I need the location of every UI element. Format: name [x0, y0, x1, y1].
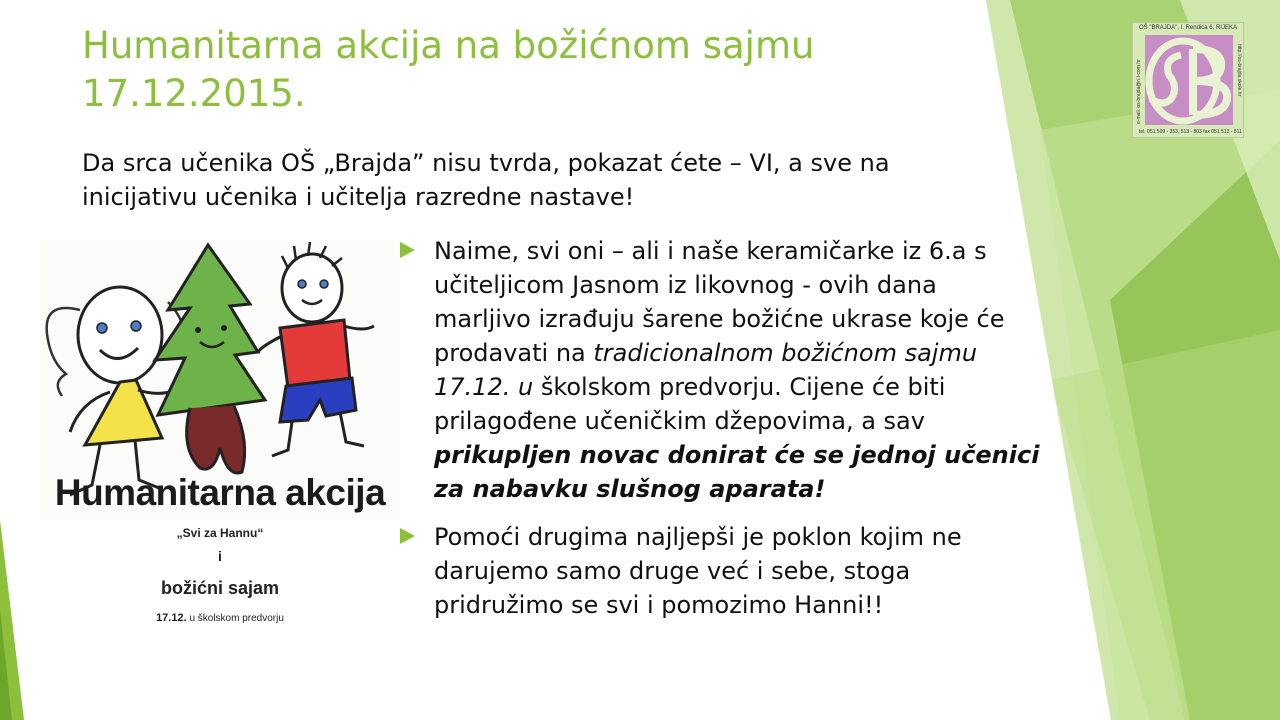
bullet-2-text: Pomoći drugima najljepši je poklon kojim ne darujemo samo druge već i sebe, stoga pridružimo se svi i pomozimo Hanni!! [434, 523, 962, 619]
bullet-arrow-icon [400, 528, 415, 544]
poster-date: 17.12. [156, 612, 187, 624]
poster-location: u školskom predvorju [189, 613, 284, 624]
bullet-item-2 [400, 520, 1040, 622]
poster-conjunction: i [218, 548, 222, 564]
poster-image [40, 240, 400, 632]
school-logo-emblem-icon [1133, 23, 1245, 139]
logo-bottom-text: tel. 051 509 - 353, 513 - 803 fax 051 513 - 811 [1139, 129, 1242, 135]
bullet-1-text-2: školskom predvorju. Cijene će biti prilagođene učeničkim džepovima, a sav [434, 373, 946, 435]
bullet-1-italic: tradicionalnom božićnom sajmu 17.12. u [434, 339, 978, 401]
poster-fair-label: božićni sajam [160, 578, 280, 598]
bullet-list [400, 234, 1040, 622]
logo-top-text: OŠ "BRAJDA", I. Rendića 6, RIJEKA [1139, 25, 1237, 31]
poster-title: Humanitarna akcija [54, 472, 386, 513]
bullet-arrow-icon [400, 242, 415, 258]
poster-subtitle: „Svi za Hannu“ [176, 526, 264, 540]
intro-text: Da srca učenika OŠ „Brajda” nisu tvrda, pokazat ćete – VI, a sve na inicijativu učenika i učitelja razredne nastave! [82, 149, 890, 211]
bullet-1-emphasis: prikupljen novac donirat će se jednoj učenici za nabavku slušnog aparata! [434, 441, 1040, 503]
bullet-1-text: Naime, svi oni – ali i naše keramičarke iz 6.a s učiteljicom Jasnom iz likovnog - ovih dana marljivo izrađuju šarene božićne ukrase koje će prodavati na [434, 237, 1005, 367]
poster-date-line [40, 612, 400, 624]
slide-title: Humanitarna akcija na božićnom sajmu 17.12.2015. [82, 24, 815, 115]
logo-left-text: e-mail: os-brajda@ri.t-com.hr [1136, 59, 1142, 124]
school-logo [1132, 22, 1244, 138]
bullet-item-1 [400, 234, 1040, 506]
logo-right-text: http://os-brajda.skole.hr [1236, 44, 1242, 97]
poster-illustration [40, 240, 400, 632]
